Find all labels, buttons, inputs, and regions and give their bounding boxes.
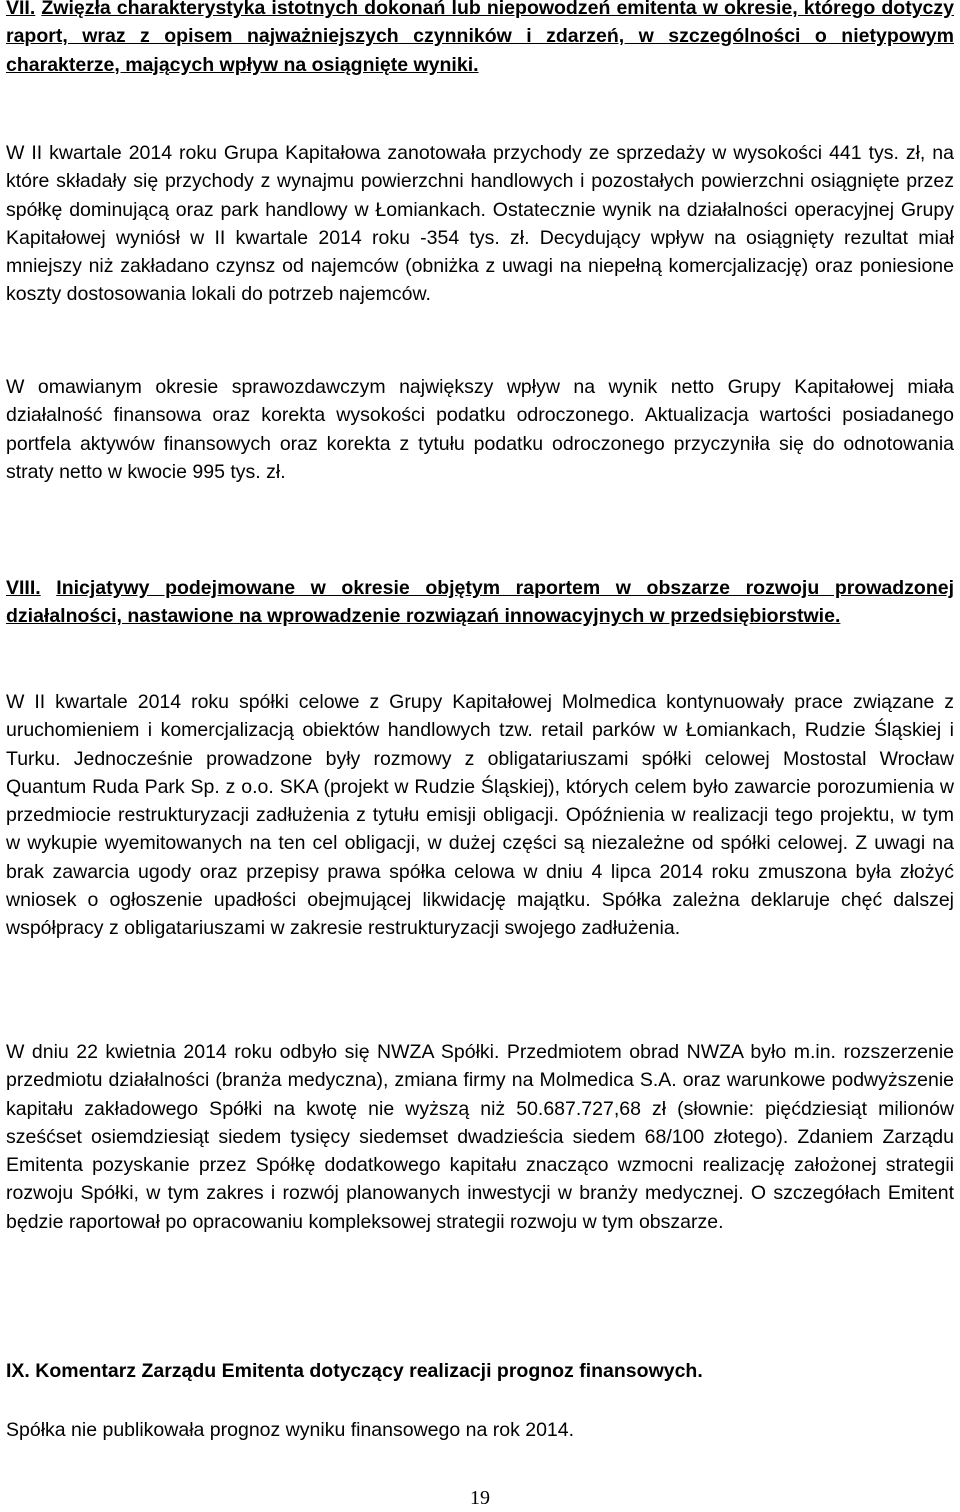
section-heading: [6, 1357, 954, 1385]
section-title: Zwięzła charakterystyka istotnych dokonań lub niepowodzeń emitenta w okresie, którego dotyczy raport, wraz z opisem najważniejszych czynników i zdarzeń, w szczególności o nietypowym charakterze, mających wpływ na osiągnięte wyniki.: [6, 0, 954, 76]
section-title: Inicjatywy podejmowane w okresie objętym raportem w obszarze rozwoju prowadzonej działalności, nastawione na wprowadzenie rozwiązań innowacyjnych w przedsiębiorstwie.: [6, 577, 954, 628]
section-number: IX.: [6, 1360, 30, 1382]
section-heading: [6, 0, 954, 79]
section-number: VII.: [6, 0, 36, 19]
section-number: VIII.: [6, 577, 41, 599]
paragraph: W omawianym okresie sprawozdawczym największy wpływ na wynik netto Grupy Kapitałowej miała działalność finansowa oraz korekta wysokości podatku odroczonego. Aktualizacja wartości posiadanego portfela aktywów finansowych oraz korekta z tytułu podatku odroczonego przyczyniła się do odnotowania straty netto w kwocie 995 tys. zł.: [6, 376, 954, 483]
section-heading: [6, 574, 954, 631]
paragraph: Spółka nie publikowała prognoz wyniku finansowego na rok 2014.: [6, 1419, 575, 1441]
paragraph: W II kwartale 2014 roku spółki celowe z Grupy Kapitałowej Molmedica kontynuowały prace związane z uruchomieniem i komercjalizacją obiektów handlowych tzw. retail parków w Łomiankach, Rudzie Śląskiej i Turku. Jednocześnie prowadzone były rozmowy z obligatariuszami spółki celowej Mostostal Wrocław Quantum Ruda Park Sp. z o.o. SKA (projekt w Rudzie Śląskiej), których celem było zawarcie porozumienia w przedmiocie restrukturyzacji zadłużenia z tytułu emisji obligacji. Opóźnienia w realizacji tego projektu, w tym w wykupie wyemitowanych na ten cel obligacji, w dużej części są niezależne od spółki celowej. Z uwagi na brak zawarcia ugody oraz przepisy prawa spółka celowa w dniu 4 lipca 2014 roku zmuszona była złożyć wniosek o ogłoszenie upadłości obejmującej likwidację majątku. Spółka zależna deklaruje chęć dalszej współpracy z obligatariuszami w zakresie restrukturyzacji swojego zadłużenia.: [6, 691, 954, 940]
paragraph: W dniu 22 kwietnia 2014 roku odbyło się NWZA Spółki. Przedmiotem obrad NWZA było m.in. rozszerzenie przedmiotu działalności (branża medyczna), zmiana firmy na Molmedica S.A. oraz warunkowe podwyższenie kapitału zakładowego Spółki na kwotę nie wyższą niż 50.687.727,68 zł (słownie: pięćdziesiąt milionów sześćset osiemdziesiąt siedem tysięcy siedemset dwadzieścia siedem 68/100 złotego). Zdaniem Zarządu Emitenta pozyskanie przez Spółkę dodatkowego kapitału znacząco wzmocni realizację założonej strategii rozwoju Spółki, w tym zakres i rozwój planowanych inwestycji w branży medycznej. O szczegółach Emitent będzie raportował po opracowaniu kompleksowej strategii rozwoju w tym obszarze.: [6, 1041, 954, 1233]
page-number: 19: [470, 1487, 490, 1509]
paragraph: W II kwartale 2014 roku Grupa Kapitałowa zanotowała przychody ze sprzedaży w wysokości 441 tys. zł, na które składały się przychody z wynajmu powierzchni handlowych i pozostałych powierzchni osiągnięte przez spółkę dominującą oraz park handlowy w Łomiankach. Ostatecznie wynik na działalności operacyjnej Grupy Kapitałowej wyniósł w II kwartale 2014 roku -354 tys. zł. Decydujący wpływ na osiągnięty rezultat miał mniejszy niż zakładano czynsz od najemców (obniżka z uwagi na niepełną komercjalizację) oraz poniesione koszty dostosowania lokali do potrzeb najemców.: [6, 142, 954, 306]
section-title: Komentarz Zarządu Emitenta dotyczący realizacji prognoz finansowych.: [35, 1360, 703, 1382]
